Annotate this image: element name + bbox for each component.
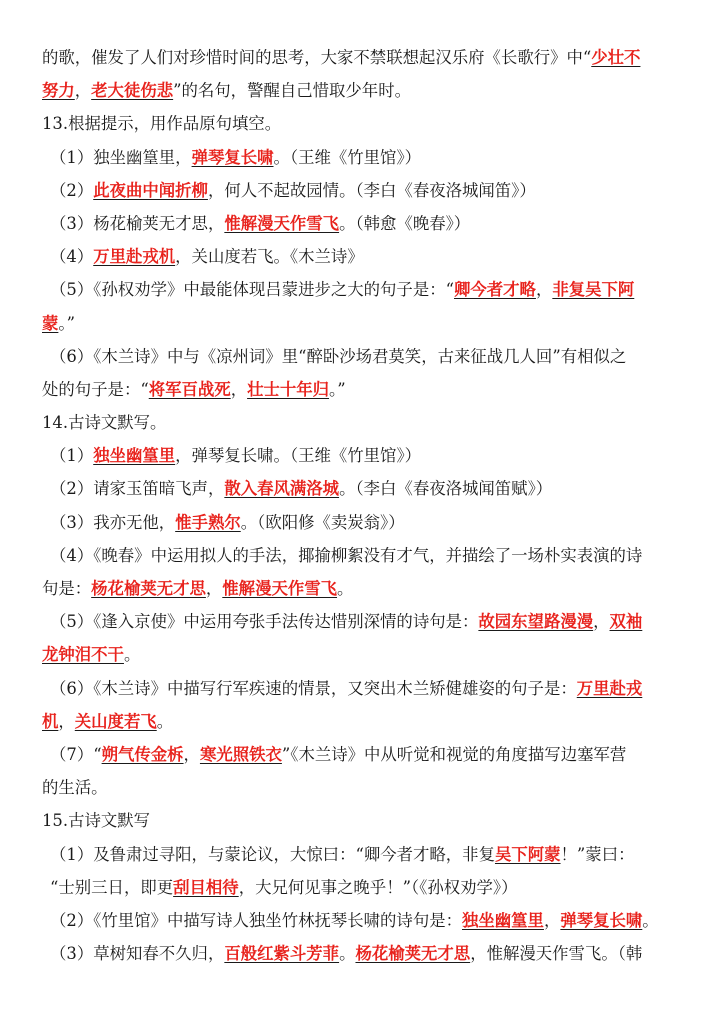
body-text: （5）《逢入京使》中运用夸张手法传达惜别深情的诗句是： — [50, 612, 479, 632]
body-text: ， — [183, 744, 200, 764]
body-text: ，大兄何见事之晚乎！”（《孙权劝学》） — [238, 877, 518, 897]
body-text: （7）“ — [50, 744, 102, 764]
body-text: （6）《木兰诗》中与《凉州词》里“醉卧沙场君莫笑，古来征战几人回”有相似之 — [50, 346, 627, 366]
text-line — [42, 307, 682, 340]
text-line — [42, 838, 682, 871]
answer-text: 努力 — [42, 81, 75, 101]
answer-text: 散入春风满洛城 — [224, 479, 340, 499]
body-text: （3）杨花榆荚无才思， — [50, 213, 225, 233]
text-line — [42, 672, 682, 705]
body-text: ”《木兰诗》中从听觉和视觉的角度描写边塞军营 — [281, 744, 627, 764]
body-text: ， — [74, 81, 92, 101]
text-line — [42, 539, 682, 572]
body-text: ！”蒙曰： — [560, 844, 635, 864]
body-text: 。（王维《竹里馆》） — [273, 147, 422, 167]
body-text: 。（李白《春夜洛城闻笛赋》） — [339, 479, 553, 499]
answer-text: 独坐幽篁里 — [462, 910, 544, 930]
answer-text: 双袖 — [609, 612, 643, 632]
answer-text: 老大徒伤悲 — [91, 81, 174, 101]
body-text: （2） — [50, 180, 94, 200]
answer-text: 朔气传金柝 — [101, 744, 184, 764]
body-text: 的生活。 — [42, 778, 108, 798]
body-text: （4）《晚春》中运用拟人的手法，揶揄柳絮没有才气，并描绘了一场朴实表演的诗 — [50, 545, 643, 565]
body-text: （1）及鲁肃过寻阳，与蒙论议，大惊曰：“卿今者才略，非复 — [50, 844, 495, 864]
text-line — [42, 572, 682, 605]
text-line — [42, 937, 682, 970]
body-text: （3）我亦无他， — [50, 512, 176, 532]
answer-text: 寒光照铁衣 — [199, 744, 282, 764]
text-line — [42, 871, 682, 904]
answer-text: 将军百战死 — [148, 379, 231, 399]
body-text: （3）草树知春不久归， — [50, 944, 225, 964]
text-line — [42, 472, 682, 505]
text-line — [42, 340, 682, 373]
body-text: 。 — [123, 645, 141, 665]
body-text: （1） — [50, 446, 94, 466]
body-text: ，关山度若飞。《木兰诗》 — [175, 247, 364, 267]
body-text: 14.古诗文默写。 — [42, 413, 167, 433]
answer-text: 少壮不 — [591, 48, 641, 67]
text-line — [42, 406, 682, 439]
answer-text: 故园东望路漫漫 — [478, 612, 594, 632]
answer-text: 吴下阿蒙 — [494, 844, 561, 864]
answer-text: 杨花榆荚无才思 — [91, 579, 206, 598]
body-text: 。（欧阳修《卖炭翁》） — [240, 512, 405, 532]
body-text: ， — [205, 579, 223, 598]
answer-text: 刮目相待 — [173, 877, 239, 897]
answer-text: 惟解漫天作雪飞 — [224, 213, 340, 233]
answer-text: 弹琴复长啸 — [191, 147, 274, 167]
body-text: ， — [535, 280, 553, 300]
body-text: （2）请家玉笛暗飞声， — [50, 479, 225, 499]
answer-text: 万里赴戎机 — [93, 247, 176, 267]
body-text: ， — [593, 612, 610, 632]
body-text: ”的名句，警醒自己惜取少年时。 — [173, 81, 411, 101]
body-text: ， — [543, 910, 561, 930]
body-text: 。 — [337, 579, 354, 598]
body-text: 。” — [329, 379, 346, 399]
body-text: （6）《木兰诗》中描写行军疾速的情景，又突出木兰矫健雄姿的句子是： — [50, 678, 577, 698]
body-text: “士别三日，即更 — [50, 877, 174, 897]
body-text: ， — [58, 711, 75, 731]
answer-text: 惟解漫天作雪飞 — [222, 579, 338, 598]
answer-text: 蒙 — [42, 313, 59, 333]
body-text: （1）独坐幽篁里， — [50, 147, 192, 167]
text-line — [42, 506, 682, 539]
document-page — [42, 41, 682, 970]
text-line — [42, 207, 682, 240]
answer-text: 惟手熟尔 — [175, 512, 241, 532]
answer-text: 杨花榆荚无才思 — [355, 944, 471, 964]
answer-text: 机 — [42, 711, 59, 731]
body-text: （5）《孙权劝学》中最能体现吕蒙进步之大的句子是：“ — [50, 280, 454, 300]
text-line — [42, 738, 682, 771]
body-text: 。 — [642, 910, 659, 930]
text-line — [42, 174, 682, 207]
answer-text: 关山度若飞 — [74, 711, 157, 731]
text-line — [42, 771, 682, 804]
body-text: 13.根据提示，用作品原句填空。 — [42, 114, 282, 134]
text-line — [42, 240, 682, 273]
body-text: 。” — [58, 313, 75, 333]
body-text: ，惟解漫天作雪飞。（韩 — [470, 944, 643, 964]
body-text: ，弹琴复长啸。（王维《竹里馆》） — [175, 446, 422, 466]
body-text: （4） — [50, 247, 94, 267]
text-line — [42, 638, 682, 671]
body-text: 处的句子是：“ — [42, 379, 149, 399]
answer-text: 独坐幽篁里 — [93, 446, 176, 466]
text-line — [42, 605, 682, 638]
body-text: 。 — [156, 711, 174, 731]
body-text: 的歌，催发了人们对珍惜时间的思考，大家不禁联想起汉乐府《长歌行》中“ — [42, 48, 592, 67]
text-line — [42, 373, 682, 406]
answer-text: 壮士十年归 — [247, 379, 330, 399]
body-text: ，何人不起故园情。（李白《春夜洛城闻笛》） — [207, 180, 536, 200]
text-line — [42, 273, 682, 306]
text-line — [42, 74, 682, 107]
answer-text: 万里赴戎 — [576, 678, 643, 698]
body-text: 。（韩愈《晚春》） — [339, 213, 471, 233]
answer-text: 卿今者才略 — [453, 280, 536, 300]
body-text: 句是： — [42, 579, 92, 598]
body-text: （2）《竹里馆》中描写诗人独坐竹林抚琴长啸的诗句是： — [50, 910, 462, 930]
body-text: ， — [230, 379, 248, 399]
answer-text: 百般红紫斗芳菲 — [224, 944, 340, 964]
text-line — [42, 804, 682, 837]
text-line — [42, 705, 682, 738]
answer-text: 弹琴复长啸 — [560, 910, 643, 930]
text-line — [42, 141, 682, 174]
answer-text: 此夜曲中闻折柳 — [93, 180, 208, 200]
body-text: 。 — [339, 944, 356, 964]
text-line — [42, 439, 682, 472]
answer-text: 非复吴下阿 — [552, 280, 635, 300]
body-text: 15.古诗文默写 — [42, 811, 151, 831]
text-line — [42, 107, 682, 140]
answer-text: 龙钟泪不干 — [42, 645, 124, 665]
text-line — [42, 904, 682, 937]
text-line — [42, 41, 682, 74]
